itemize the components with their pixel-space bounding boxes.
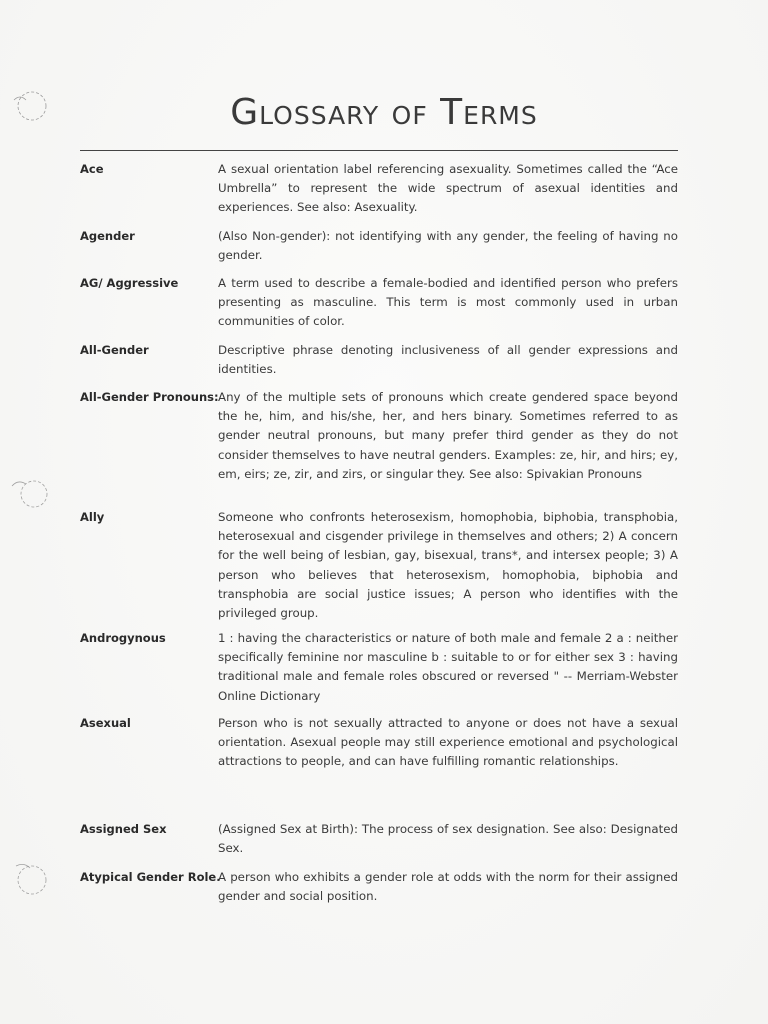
term-label: Agender [80,229,135,243]
term-definition: A term used to describe a female-bodied and identified person who prefers presenting as masculine. This term is most commonly used in urban communities of color. [218,276,678,329]
term-label: All-Gender Pronouns: [80,390,219,404]
term-definition: Person who is not sexually attracted to anyone or does not have a sexual orientation. Asexual people may still experience emotional and psychological attractions to people, and can have fulfilling romantic relationships. [218,716,678,769]
glossary-entry-ally [80,508,678,623]
punch-hole-mark-middle [6,474,50,514]
term-label: Ace [80,162,104,176]
term-label: AG/ Aggressive [80,276,179,290]
term-definition: (Assigned Sex at Birth): The process of sex designation. See also: Designated Sex. [218,822,678,856]
term-label: Androgynous [80,631,166,645]
title-divider [80,150,678,151]
glossary-entry-assigned-sex [80,820,678,858]
term-definition: 1 : having the characteristics or nature of both male and female 2 a : neither specifically feminine nor masculine b : suitable to or for either sex 3 : having traditional male and female roles obscured or reversed " -- Merriam-Webster Online Dictionary [218,631,678,703]
term-label: Ally [80,510,105,524]
glossary-entry-ace [80,160,678,218]
page-title: Glossary of Terms [230,92,538,133]
term-label: Asexual [80,716,131,730]
term-definition: Someone who confronts heterosexism, homophobia, biphobia, transphobia, heterosexual and cisgender privilege in themselves and others; 2) A concern for the well being of lesbian, gay, bisexual, trans*, and intersex people; 3) A person who believes that heterosexism, homophobia, biphobia and transphobia are social justice issues; A person who identifies with the privileged group. [218,510,678,621]
term-definition: A sexual orientation label referencing asexuality. Sometimes called the “Ace Umbrella” to represent the wide spectrum of asexual identities and experiences. See also: Asexuality. [218,162,678,215]
term-label: Atypical Gender Role. [80,870,221,884]
glossary-entry-androgynous [80,629,678,706]
term-definition: Any of the multiple sets of pronouns which create gendered space beyond the he, him, and his/she, her, and hers binary. Sometimes referred to as gender neutral pronouns, but many prefer third gender as they do not consider themselves to have neutral genders. Examples: ze, hir, and hirs; ey, em, eirs; ze, zir, and zirs, or singular they. See also: Spivakian Pronouns [218,390,678,481]
glossary-entry-atypical-gender-role [80,868,678,906]
term-label: Assigned Sex [80,822,167,836]
term-label: All-Gender [80,343,149,357]
glossary-entry-agender [80,227,678,265]
term-definition: A person who exhibits a gender role at odds with the norm for their assigned gender and social position. [218,870,678,904]
punch-hole-mark-bottom [6,858,50,898]
glossary-entry-all-gender-pronouns [80,388,678,484]
term-definition: (Also Non-gender): not identifying with any gender, the feeling of having no gender. [218,229,678,263]
glossary-entry-asexual [80,714,678,772]
glossary-entry-all-gender [80,341,678,379]
term-definition: Descriptive phrase denoting inclusiveness of all gender expressions and identities. [218,343,678,377]
glossary-entry-ag-aggressive [80,274,678,332]
